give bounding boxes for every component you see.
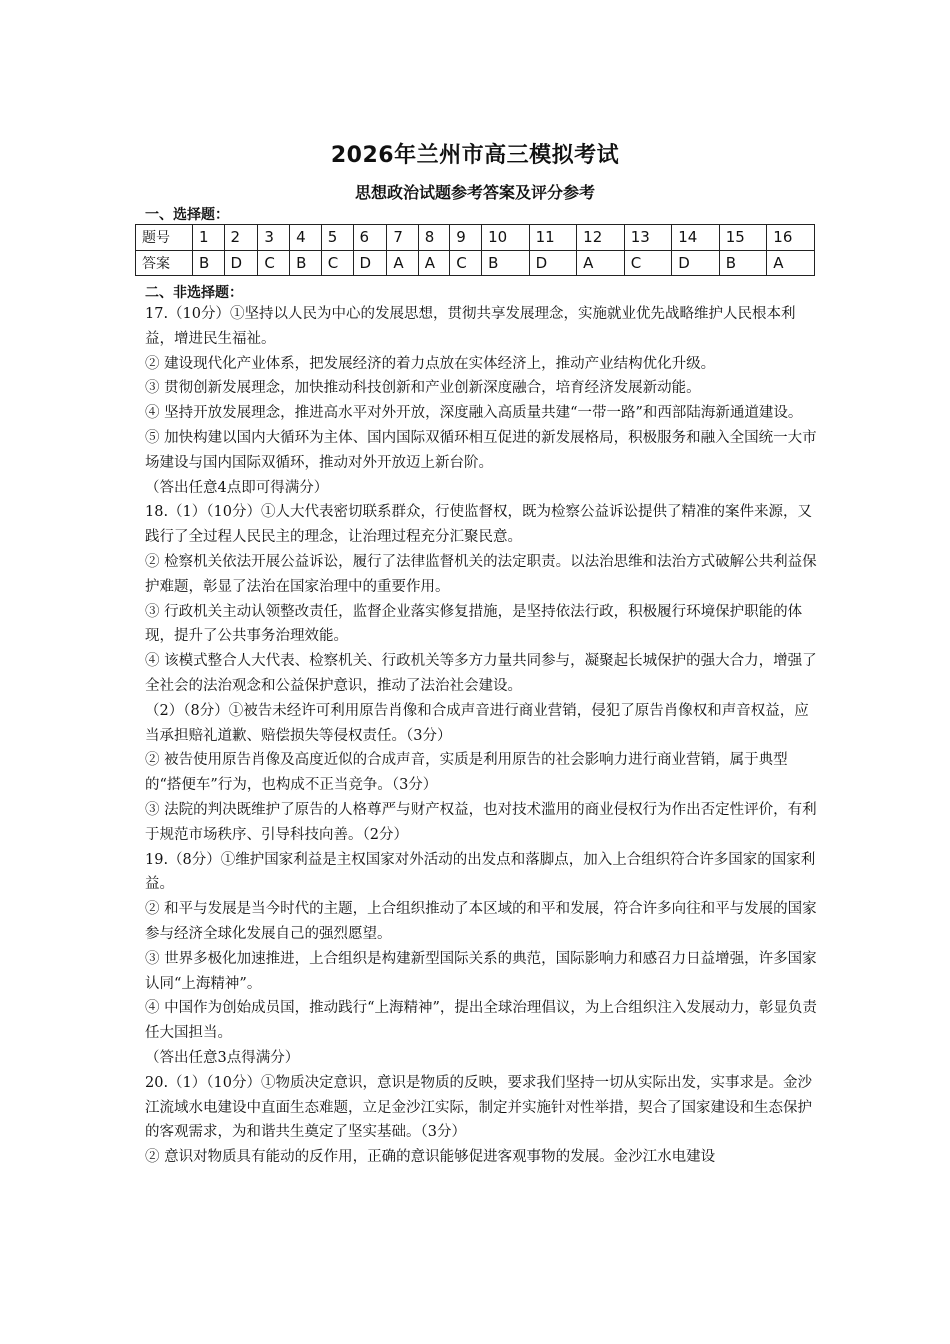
table-cell: 4 xyxy=(290,225,322,251)
table-cell: 6 xyxy=(353,225,387,251)
table-cell: 3 xyxy=(258,225,290,251)
page-title: 2026年兰州市高三模拟考试 xyxy=(330,143,620,168)
page-subtitle: 思想政治试题参考答案及评分参考 xyxy=(354,183,595,202)
table-cell: 11 xyxy=(529,225,577,251)
table-cell: 10 xyxy=(482,225,530,251)
table-cell: 13 xyxy=(624,225,672,251)
paragraph: 17.（10分）①坚持以人民为中心的发展思想，贯彻共享发展理念，实施就业优先战略维护人民根本利益，增进民生福祉。 xyxy=(145,306,796,347)
section-nonchoice-heading: 二、非选择题： xyxy=(145,285,243,301)
table-cell: C xyxy=(321,250,353,276)
paragraph: ⑤ 加快构建以国内大循环为主体、国内国际双循环相互促进的新发展格局，积极服务和融入全国统一大市场建设与国内国际双循环，推动对外开放迈上新台阶。 xyxy=(145,429,817,471)
table-cell: A xyxy=(577,250,625,276)
table-cell: 9 xyxy=(450,225,482,251)
table-cell: D xyxy=(224,250,258,276)
table-cell: B xyxy=(482,250,530,276)
paragraph: ④ 坚持开放发展理念，推进高水平对外开放，深度融入高质量共建“一带一路”和西部陆海新通道建设。 xyxy=(145,405,803,422)
table-cell: B xyxy=(193,250,225,276)
paragraph: ③ 行政机关主动认领整改责任，监督企业落实修复措施，是坚持依法行政，积极履行环境保护职能的体现，提升了公共事务治理效能。 xyxy=(145,603,803,645)
answer-body xyxy=(145,302,820,1170)
table-cell: A xyxy=(387,250,418,276)
table-cell: A xyxy=(767,250,815,276)
paragraph: ② 被告使用原告肖像及高度近似的合成声音，实质是利用原告的社会影响力进行商业营销，属于典型的“搭便车”行为，也构成不正当竞争。（3分） xyxy=(145,752,788,794)
table-cell: 7 xyxy=(387,225,418,251)
table-cell: C xyxy=(258,250,290,276)
table-cell: C xyxy=(450,250,482,276)
paragraph: ③ 法院的判决既维护了原告的人格尊严与财产权益，也对技术滥用的商业侵权行为作出否定性评价，有利于规范市场秩序、引导科技向善。（2分） xyxy=(145,801,817,843)
table-cell: 8 xyxy=(418,225,449,251)
answer-table xyxy=(135,224,815,276)
section-choice-heading: 一、选择题： xyxy=(145,207,229,223)
table-cell: D xyxy=(353,250,387,276)
row-label-answer: 答案 xyxy=(136,250,193,276)
paragraph: ③ 贯彻创新发展理念，加快推动科技创新和产业创新深度融合，培育经济发展新动能。 xyxy=(145,380,701,397)
paragraph: ④ 该模式整合人大代表、检察机关、行政机关等多方力量共同参与，凝聚起长城保护的强大合力，增强了全社会的法治观念和公益保护意识，推动了法治社会建设。 xyxy=(145,653,817,694)
table-cell: B xyxy=(719,250,767,276)
answer-row xyxy=(136,250,815,276)
table-cell: D xyxy=(529,250,577,276)
table-cell: B xyxy=(290,250,322,276)
table-cell: 2 xyxy=(224,225,258,251)
paragraph: 18.（1）（10分）①人大代表密切联系群众，行使监督权，既为检察公益诉讼提供了精准的案件来源，又践行了全过程人民民主的理念，让治理过程充分汇聚民意。 xyxy=(145,504,812,546)
paragraph: 20.（1）（10分）①物质决定意识，意识是物质的反映，要求我们坚持一切从实际出发，实事求是。金沙江流域水电建设中直面生态难题，立足金沙江实际，制定并实施针对性举措，契合了国家建设和生态保护的客观需求，为和谐共生奠定了坚实基础。（3分） xyxy=(145,1074,812,1141)
table-cell: 15 xyxy=(719,225,767,251)
table-cell: 1 xyxy=(193,225,225,251)
table-cell: A xyxy=(418,250,449,276)
question-number-row xyxy=(136,225,815,251)
table-cell: 5 xyxy=(321,225,353,251)
paragraph: （2）（8分）①被告未经许可利用原告肖像和合成声音进行商业营销，侵犯了原告肖像权和声音权益，应当承担赔礼道歉、赔偿损失等侵权责任。（3分） xyxy=(145,702,809,744)
table-cell: C xyxy=(624,250,672,276)
table-cell: 12 xyxy=(577,225,625,251)
paragraph: ③ 世界多极化加速推进，上合组织是构建新型国际关系的典范，国际影响力和感召力日益增强，许多国家认同“上海精神”。 xyxy=(145,950,817,992)
paragraph: ② 意识对物质具有能动的反作用，正确的意识能够促进客观事物的发展。金沙江水电建设 xyxy=(145,1149,716,1166)
paragraph: （答出任意3点得满分） xyxy=(145,1049,300,1066)
paragraph: ② 和平与发展是当今时代的主题，上合组织推动了本区域的和平和发展，符合许多向往和平与发展的国家参与经济全球化发展自己的强烈愿望。 xyxy=(145,901,817,942)
table-cell: D xyxy=(672,250,720,276)
table-cell: 16 xyxy=(767,225,815,251)
paragraph: ② 建设现代化产业体系，把发展经济的着力点放在实体经济上，推动产业结构优化升级。 xyxy=(145,355,716,372)
paragraph: ④ 中国作为创始成员国，推动践行“上海精神”，提出全球治理倡议，为上合组织注入发展动力，彰显负责任大国担当。 xyxy=(145,1000,817,1042)
table-cell: 14 xyxy=(672,225,720,251)
paragraph: （答出任意4点即可得满分） xyxy=(145,479,329,496)
paragraph: 19.（8分）①维护国家利益是主权国家对外活动的出发点和落脚点，加入上合组织符合许多国家的国家利益。 xyxy=(145,851,816,893)
row-label-number: 题号 xyxy=(136,225,193,251)
paragraph: ② 检察机关依法开展公益诉讼，履行了法律监督机关的法定职责。以法治思维和法治方式破解公共利益保护难题，彰显了法治在国家治理中的重要作用。 xyxy=(145,553,817,595)
